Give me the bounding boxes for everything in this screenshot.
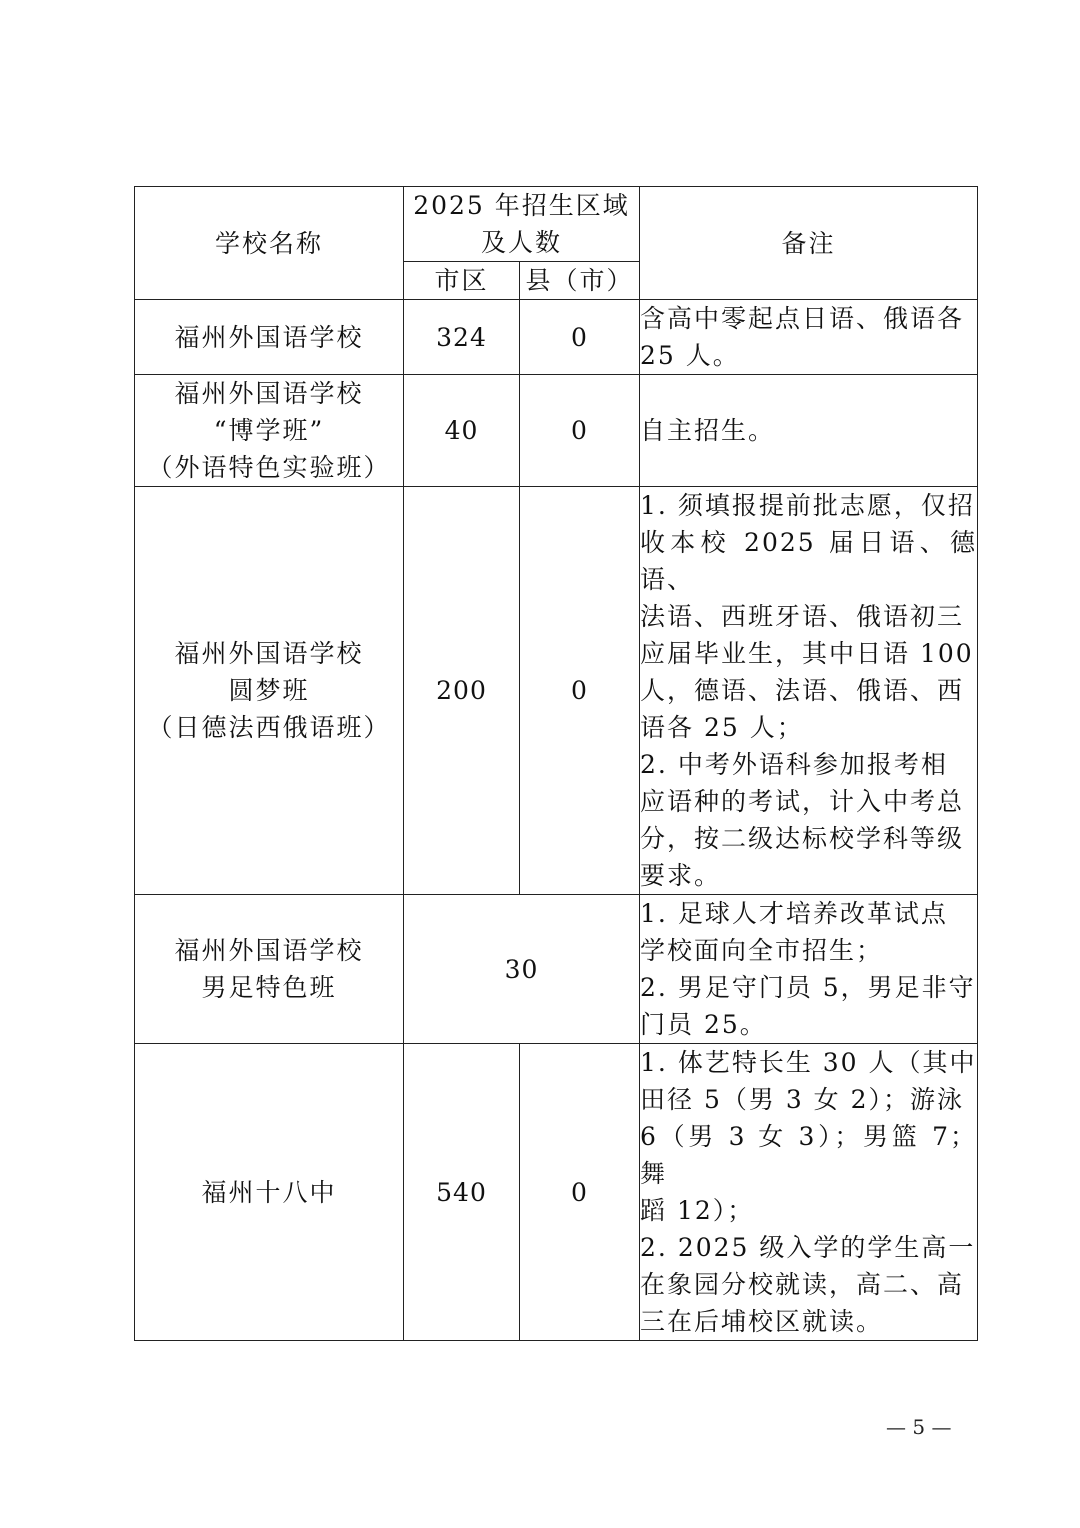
remark-cell: 1. 足球人才培养改革试点 学校面向全市招生； 2. 男足守门员 5，男足非守 门员 25。 xyxy=(640,895,978,1044)
school-name-cell: 福州外国语学校 男足特色班 xyxy=(135,895,404,1044)
city-count-cell: 200 xyxy=(404,487,520,895)
school-name-cell: 福州十八中 xyxy=(135,1044,404,1341)
table-row xyxy=(135,895,978,1044)
header-remark: 备注 xyxy=(640,187,978,300)
remark-cell: 含高中零起点日语、俄语各 25 人。 xyxy=(640,300,978,375)
page-number: — 5 — xyxy=(886,1415,952,1439)
table-row xyxy=(135,300,978,375)
school-name-cell: 福州外国语学校 “博学班” （外语特色实验班） xyxy=(135,375,404,487)
remark-cell: 1. 须填报提前批志愿，仅招 收本校 2025 届日语、德语、 法语、西班牙语、俄语初三 应届毕业生，其中日语 100 人，德语、法语、俄语、西 语各 25 人； 2. 中考外语科参加报考相 应语种的考试，计入中考总 分，按二级达标校学科等级 要求。 xyxy=(640,487,978,895)
county-count-cell: 0 xyxy=(520,1044,640,1341)
header-county: 县（市） xyxy=(520,262,640,300)
header-school-name: 学校名称 xyxy=(135,187,404,300)
school-name-cell: 福州外国语学校 圆梦班 （日德法西俄语班） xyxy=(135,487,404,895)
school-name-cell: 福州外国语学校 xyxy=(135,300,404,375)
city-count-cell: 324 xyxy=(404,300,520,375)
header-region-count: 2025 年招生区域 及人数 xyxy=(404,187,640,262)
merged-count-cell: 30 xyxy=(404,895,640,1044)
table-row xyxy=(135,487,978,895)
city-count-cell: 540 xyxy=(404,1044,520,1341)
table-row xyxy=(135,1044,978,1341)
header-city: 市区 xyxy=(404,262,520,300)
admission-table xyxy=(134,186,978,1341)
remark-cell: 1. 体艺特长生 30 人（其中 田径 5（男 3 女 2）；游泳 6（男 3 女 3）；男篮 7；舞 蹈 12）； 2. 2025 级入学的学生高一 在象园分校就读，高二、高 三在后埔校区就读。 xyxy=(640,1044,978,1341)
county-count-cell: 0 xyxy=(520,375,640,487)
county-count-cell: 0 xyxy=(520,487,640,895)
county-count-cell: 0 xyxy=(520,300,640,375)
table-row xyxy=(135,375,978,487)
remark-cell: 自主招生。 xyxy=(640,375,978,487)
city-count-cell: 40 xyxy=(404,375,520,487)
